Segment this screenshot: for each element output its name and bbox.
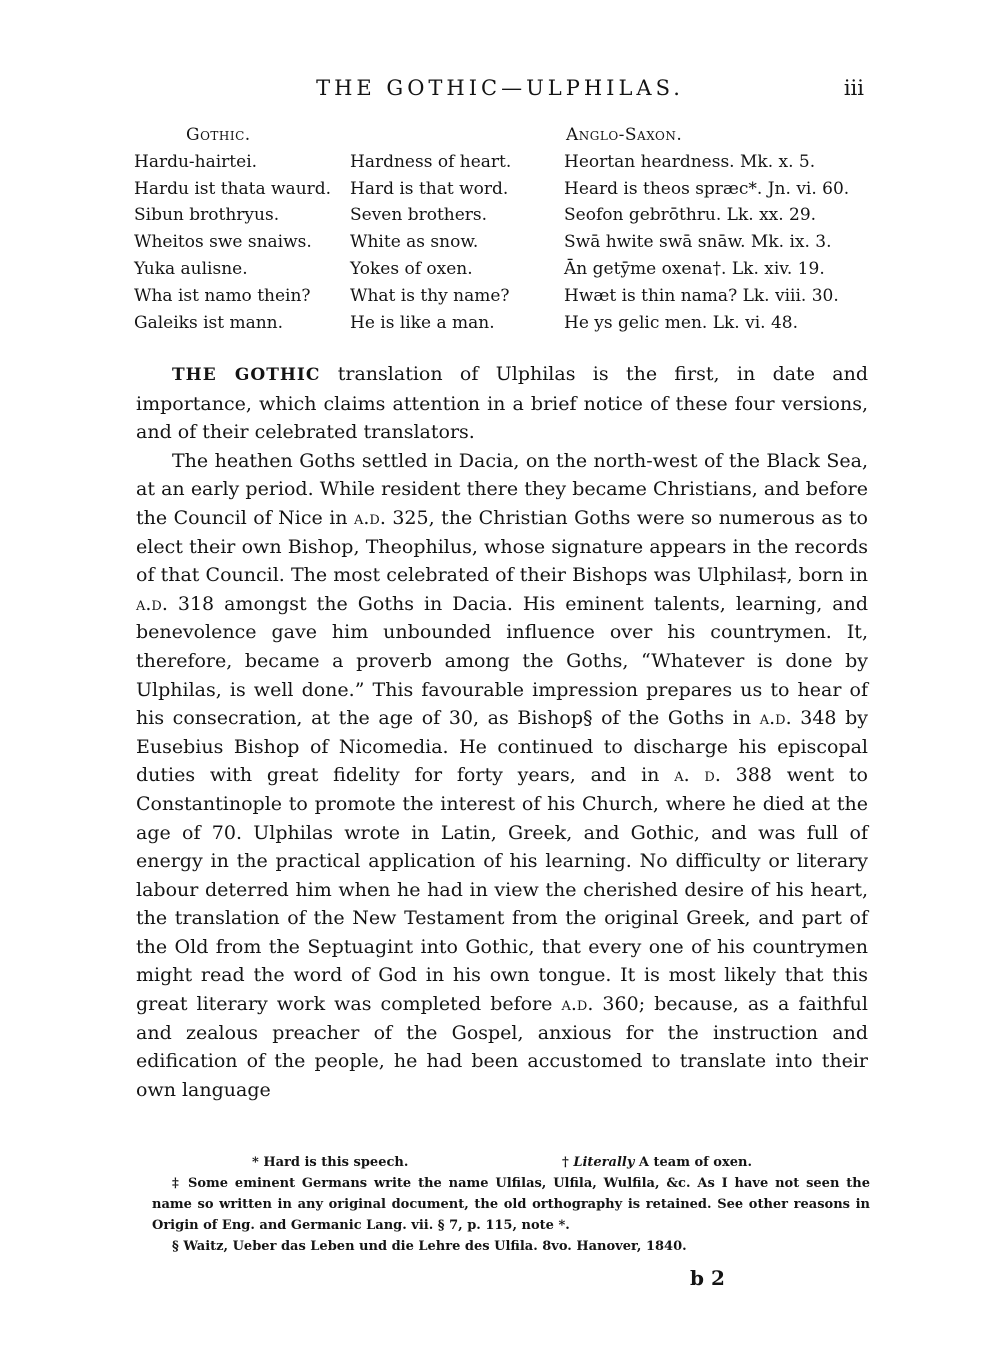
paragraph-text: 318 amongst the Goths in Dacia. His eminent talents, learning, and benevolence gave him unbounded influence over his countrymen. It, therefore, became a proverb among the Goths, “Whatever is done by Ulphilas, is well done.” This favourable impression prepares us to hear of his consecration, at the age of 30, as Bishop§ of the Goths in (136, 592, 868, 730)
table-row (134, 202, 874, 229)
paragraph-text: 360; because, as a faithful and zealous preacher of the Gospel, anxious for the instruction and edification of the people, he had been accustomed to translate into their own language (136, 993, 868, 1101)
table-row (134, 256, 874, 283)
anglo-saxon-cell: Seofon gebrōthru. Lk. xx. 29. (564, 205, 817, 226)
paragraph-text: 348 by Eusebius Bishop of Nicomedia. He continued to discharge his episcopal duties with great fidelity for forty years, and in (136, 707, 869, 787)
paragraph-history (136, 447, 868, 1105)
gothic-cell: Hardu ist thata waurd. (134, 178, 332, 199)
footnote-section: § Waitz, Ueber das Leben und die Lehre des Ulfila. 8vo. Hanover, 1840. (172, 1239, 687, 1254)
era-abbreviation: a.d. (136, 592, 168, 615)
era-abbreviation: a. d. (674, 764, 721, 787)
anglo-saxon-column-heading: Anglo-Saxon. (566, 125, 683, 145)
gothic-cell: Sibun brothryus. (134, 205, 280, 226)
era-abbreviation: a.d. (759, 707, 792, 730)
page-number: iii (843, 76, 864, 100)
table-row (134, 310, 874, 337)
english-cell: Hard is that word. (350, 178, 509, 199)
english-cell: White as snow. (350, 232, 479, 253)
gothic-cell: Wheitos swe snaiws. (134, 232, 312, 253)
footnote-double-dagger: ‡ Some eminent Germans write the name Ulfilas, Ulfila, Wulfila, &c. As I have not seen the name so written in any original document, the old orthography is retained. See other reasons in Origin of Eng. and Germanic Lang. vii. § 7, p. 115, note *. (152, 1176, 870, 1233)
paragraph-text: 325, the Christian Goths were so numerous as to elect their own Bishop, Theophilus, whose signature appears in the records of that Council. The most celebrated of their Bishops was Ulphilas‡, born in (136, 506, 868, 587)
gothic-cell: Hardu-hairtei. (134, 151, 258, 172)
english-cell: Hardness of heart. (350, 151, 512, 172)
comparison-table (134, 122, 874, 336)
paragraph-intro (136, 360, 868, 447)
paragraph-text: 388 went to Constantinople to promote the interest of his Church, where he died at the age of 70. Ulphilas wrote in Latin, Greek, and Gothic, and was full of energy in the practical application of his learning. No difficulty or literary labour deterred him when he had in view the cherished desire of his heart, the translation of the New Testament from the original Greek, and part of the Old from the Septuagint into Gothic, that every one of his countrymen might read the word of God in his own tongue. It is most likely that this great literary work was completed before (136, 764, 868, 1016)
lead-words: THE GOTHIC (172, 365, 321, 385)
gothic-cell: Yuka aulisne. (134, 258, 248, 279)
body-text (136, 360, 868, 1104)
footnotes (152, 1152, 870, 1257)
anglo-saxon-cell: Hwæt is thin nama? Lk. viii. 30. (564, 285, 839, 306)
anglo-saxon-cell: Heortan heardness. Mk. x. 5. (564, 151, 816, 172)
paragraph-text: translation of Ulphilas is the first, in date and importance, which claims attention in a brief notice of these four versions, and of their celebrated translators. (136, 363, 868, 444)
table-header-row (134, 122, 874, 149)
table-row (134, 176, 874, 203)
signature-mark: b 2 (690, 1266, 725, 1290)
era-abbreviation: a.d. (354, 506, 386, 529)
english-cell: What is thy name? (350, 285, 510, 306)
running-title: THE GOTHIC—ULPHILAS. (316, 76, 684, 100)
footnote-star: * Hard is this speech. (252, 1155, 409, 1170)
english-cell: Seven brothers. (350, 205, 488, 226)
anglo-saxon-cell: Ān getȳme oxena†. Lk. xiv. 19. (564, 258, 825, 279)
anglo-saxon-cell: Swā hwite swā snāw. Mk. ix. 3. (564, 232, 832, 253)
footnote-text: A team of oxen. (634, 1155, 752, 1170)
english-cell: Yokes of oxen. (350, 258, 473, 279)
footnote-row-short (152, 1152, 870, 1173)
page-header (0, 76, 1000, 106)
table-row (134, 149, 874, 176)
english-cell: He is like a man. (350, 312, 495, 333)
paragraph-text: The heathen Goths settled in Dacia, on the north-west of the Black Sea, at an early period. While resident there they became Christians, and before the Council of Nice in (136, 449, 868, 529)
footnote-italic: Literally (573, 1155, 635, 1170)
gothic-column-heading: Gothic. (186, 125, 251, 145)
era-abbreviation: a.d. (561, 993, 594, 1016)
footnote-mark: † (562, 1155, 574, 1170)
gothic-cell: Wha ist namo thein? (134, 285, 311, 306)
footnote-dagger (562, 1152, 752, 1173)
anglo-saxon-cell: Heard is theos spræc*. Jn. vi. 60. (564, 178, 850, 199)
table-row (134, 229, 874, 256)
gothic-cell: Galeiks ist mann. (134, 312, 284, 333)
anglo-saxon-cell: He ys gelic men. Lk. vi. 48. (564, 312, 798, 333)
table-row (134, 283, 874, 310)
